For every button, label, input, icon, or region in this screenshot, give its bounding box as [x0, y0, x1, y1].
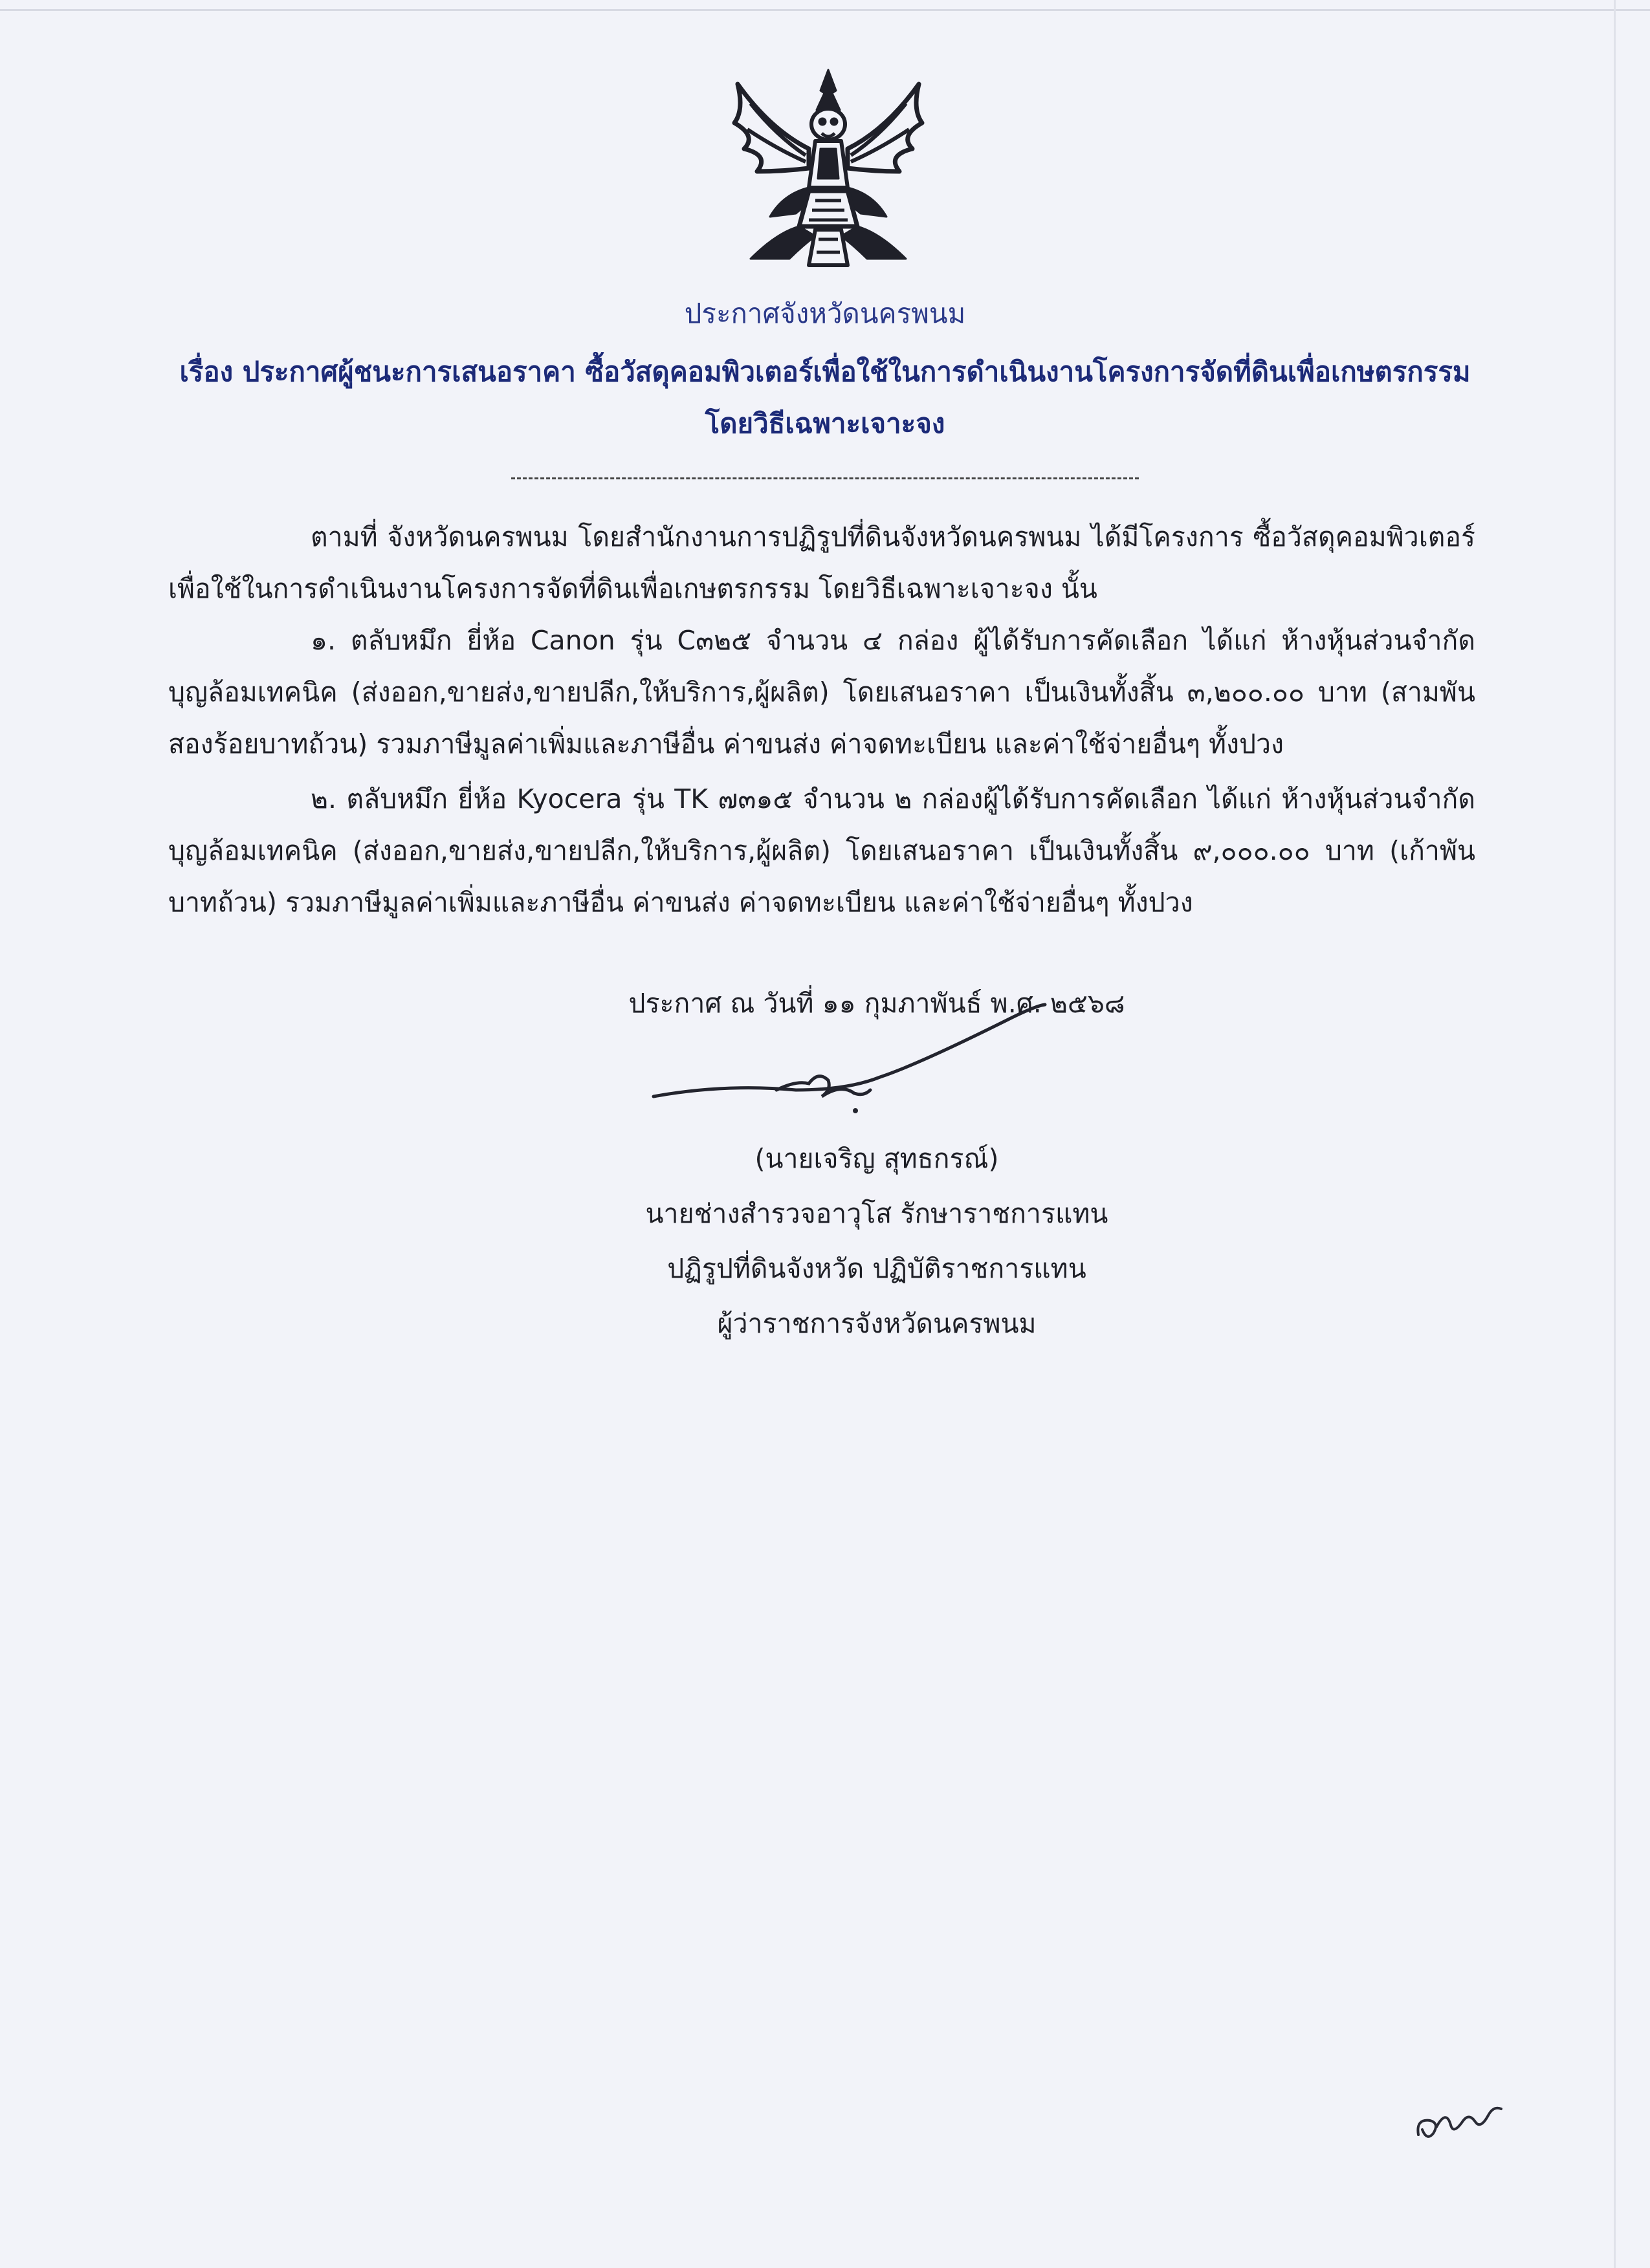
- handwritten-initials: [1411, 2089, 1508, 2148]
- signer-title-2: ปฏิรูปที่ดินจังหวัด ปฏิบัติราชการแทน: [667, 1253, 1086, 1284]
- scan-edge-right: [1614, 0, 1616, 2268]
- award-item-1-text: ๑. ตลับหมึก ยี่ห้อ Canon รุ่น C๓๒๕ จำนวน ๔ กล่อง ผู้ได้รับการคัดเลือก ได้แก่ ห้างหุ้นส่วนจำกัด บุญล้อมเทคนิค (ส่งออก,ขายส่ง,ขายปลีก,ให้บริการ,ผู้ผลิต) โดยเสนอราคา เป็นเงินทั้งสิ้น ๓,๒๐๐.๐๐ บาท (สามพันสองร้อยบาทถ้วน) รวมภาษีมูลค่าเพิ่มและภาษีอื่น ค่าขนส่ง ค่าจดทะเบียน และค่าใช้จ่ายอื่นๆ ทั้งปวง: [168, 625, 1475, 759]
- signer-name: (นายเจริญ สุทธกรณ์): [754, 1143, 999, 1174]
- award-item-2: [168, 773, 1475, 928]
- handwritten-signature: [647, 999, 1061, 1122]
- award-item-1: [168, 615, 1475, 770]
- intro-text: ตามที่ จังหวัดนครพนม โดยสำนักงานการปฏิรูปที่ดินจังหวัดนครพนม ได้มีโครงการ ซื้อวัสดุคอมพิวเตอร์เพื่อใช้ในการดำเนินงานโครงการจัดที่ดินเพื่อเกษตรกรรม โดยวิธีเฉพาะเจาะจง นั้น: [168, 521, 1475, 604]
- subject-line: เรื่อง ประกาศผู้ชนะการเสนอราคา ซื้อวัสดุคอมพิวเตอร์เพื่อใช้ในการดำเนินงานโครงการจัดที่ดินเพื่อเกษตรกรรม: [179, 356, 1471, 387]
- garuda-emblem-icon: [718, 65, 938, 278]
- intro-paragraph: [168, 511, 1475, 615]
- signer-title-1: นายช่างสำรวจอาวุโส รักษาราชการแทน: [645, 1198, 1108, 1229]
- subject-line-continued: โดยวิธีเฉพาะเจาะจง: [705, 408, 945, 439]
- signer-title-3: ผู้ว่าราชการจังหวัดนครพนม: [717, 1308, 1037, 1339]
- document-header: ประกาศจังหวัดนครพนม: [684, 298, 966, 329]
- scan-edge-top: [0, 9, 1650, 11]
- divider-rule: [511, 477, 1139, 479]
- award-item-2-text: ๒. ตลับหมึก ยี่ห้อ Kyocera รุ่น TK ๗๓๑๕ จำนวน ๒ กล่องผู้ได้รับการคัดเลือก ได้แก่ ห้างหุ้นส่วนจำกัด บุญล้อมเทคนิค (ส่งออก,ขายส่ง,ขายปลีก,ให้บริการ,ผู้ผลิต) โดยเสนอราคา เป็นเงินทั้งสิ้น ๙,๐๐๐.๐๐ บาท (เก้าพันบาทถ้วน) รวมภาษีมูลค่าเพิ่มและภาษีอื่น ค่าขนส่ง ค่าจดทะเบียน และค่าใช้จ่ายอื่นๆ ทั้งปวง: [168, 783, 1475, 918]
- announcement-date: ประกาศ ณ วันที่ ๑๑ กุมภาพันธ์ พ.ศ. ๒๕๖๘: [628, 988, 1125, 1019]
